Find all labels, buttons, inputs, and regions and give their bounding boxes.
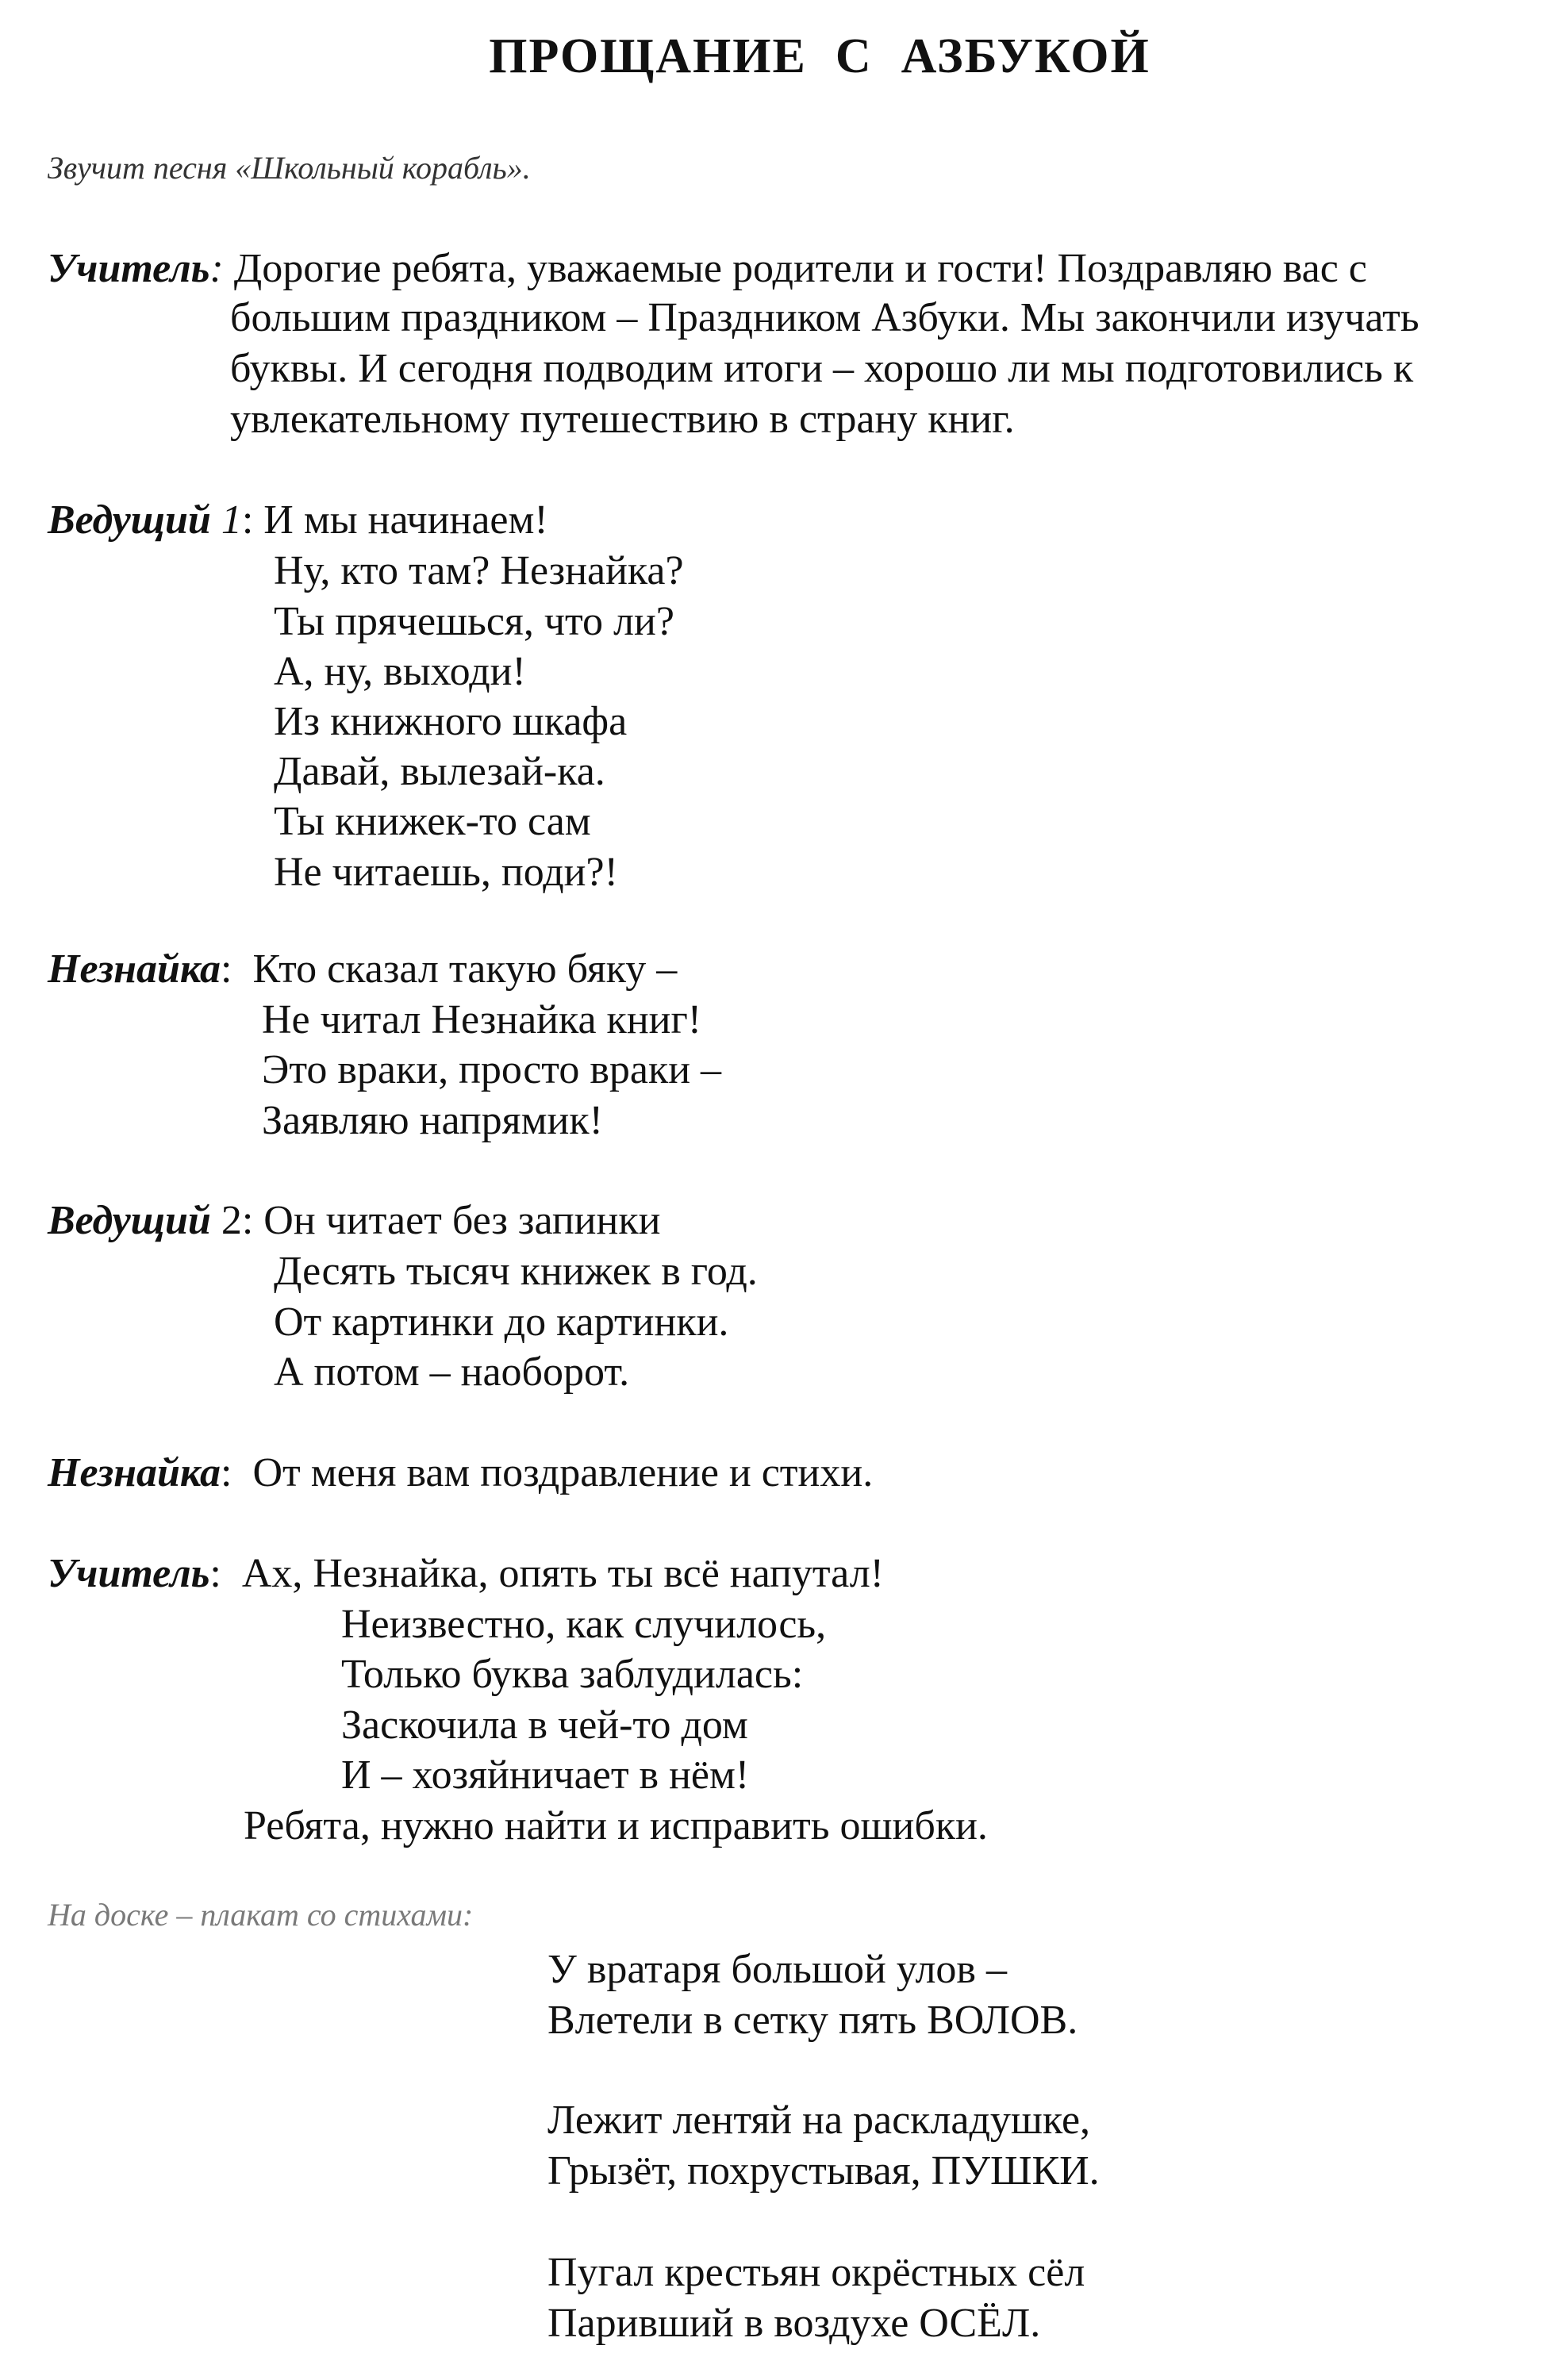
- host1-line-5: Из книжного шкафа: [274, 699, 628, 744]
- teacher-intro-line-1: Учитель: Дорогие ребята, уважаемые родители и гости! Поздравляю вас с: [48, 246, 1367, 291]
- speaker-neznaika-2: Незнайка: [48, 1450, 221, 1495]
- host1-line-1: Ведущий 1: И мы начинаем!: [48, 497, 548, 543]
- neznaika1-line-3: Это враки, просто враки –: [262, 1047, 722, 1092]
- page-title: [0, 29, 1552, 85]
- teacher2-line-2: Неизвестно, как случилось,: [341, 1602, 827, 1647]
- neznaika1-line-1: Незнайка: Кто сказал такую бяку –: [48, 946, 678, 992]
- host1-text-1: И мы начинаем!: [263, 497, 548, 543]
- teacher2-line-5: И – хозяйничает в нём!: [341, 1752, 750, 1798]
- neznaika2-text-1: От меня вам поздравление и стихи.: [252, 1450, 874, 1495]
- teacher-intro-line-4: увлекательному путешествию в страну книг.: [230, 397, 1015, 442]
- speaker-neznaika-1: Незнайка: [48, 946, 221, 992]
- speaker-host-2: Ведущий: [48, 1198, 211, 1243]
- host2-line-2: Десять тысяч книжек в год.: [274, 1249, 758, 1294]
- host2-text-1: Он читает без запинки: [263, 1198, 661, 1243]
- host2-line-1: Ведущий 2: Он читает без запинки: [48, 1198, 661, 1243]
- host1-line-2: Ну, кто там? Незнайка?: [274, 548, 684, 593]
- host1-number: 1: [221, 497, 242, 543]
- teacher-intro-line-3: буквы. И сегодня подводим итоги – хорошо ли мы подготовились к: [230, 346, 1414, 391]
- poster-verse-5: Пугал крестьян окрёстных сёл: [547, 2250, 1085, 2295]
- teacher-intro-text-1: Дорогие ребята, уважаемые родители и гости! Поздравляю вас с: [233, 246, 1367, 291]
- host1-line-8: Не читаешь, поди?!: [274, 850, 618, 895]
- host1-line-7: Ты книжек-то сам: [274, 799, 591, 844]
- teacher2-line-6: Ребята, нужно найти и исправить ошибки.: [244, 1803, 988, 1848]
- teacher2-text-1: Ах, Незнайка, опять ты всё напутал!: [241, 1551, 884, 1596]
- teacher2-line-1: Учитель: Ах, Незнайка, опять ты всё напутал!: [48, 1551, 884, 1596]
- teacher-intro-line-2: большим праздником – Праздником Азбуки. Мы закончили изучать: [230, 295, 1419, 340]
- poster-verse-2: Влетели в сетку пять ВОЛОВ.: [547, 1998, 1078, 2043]
- neznaika1-line-4: Заявляю напрямик!: [262, 1098, 603, 1143]
- poster-verse-4: Грызёт, похрустывая, ПУШКИ.: [547, 2148, 1100, 2194]
- neznaika1-text-1: Кто сказал такую бяку –: [252, 946, 678, 992]
- title-word-3: АЗБУКОЙ: [901, 29, 1151, 83]
- speaker-host-1: Ведущий: [48, 497, 211, 543]
- host2-number: 2: [221, 1198, 242, 1243]
- title-word-2: С: [835, 29, 873, 83]
- teacher2-line-4: Заскочила в чей-то дом: [341, 1702, 748, 1748]
- poster-verse-1: У вратаря большой улов –: [547, 1947, 1007, 1992]
- host1-line-6: Давай, вылезай-ка.: [274, 749, 605, 794]
- host1-line-3: Ты прячешься, что ли?: [274, 599, 674, 644]
- host1-line-4: А, ну, выходи!: [274, 649, 526, 694]
- host2-line-4: А потом – наоборот.: [274, 1349, 630, 1395]
- poster-verse-6: Паривший в воздухе ОСЁЛ.: [547, 2301, 1041, 2346]
- speaker-teacher: Учитель: [48, 246, 210, 291]
- stage-direction-song: Звучит песня «Школьный корабль».: [48, 150, 531, 186]
- stage-direction-poster: На доске – плакат со стихами:: [48, 1897, 474, 1933]
- neznaika1-line-2: Не читал Незнайка книг!: [262, 997, 702, 1042]
- neznaika2-line-1: Незнайка: От меня вам поздравление и стихи.: [48, 1450, 874, 1495]
- host2-line-3: От картинки до картинки.: [274, 1299, 729, 1345]
- speaker-teacher-2: Учитель: [48, 1551, 210, 1596]
- teacher2-line-3: Только буква заблудилась:: [341, 1652, 804, 1697]
- title-word-1: ПРОЩАНИЕ: [489, 29, 807, 83]
- poster-verse-3: Лежит лентяй на раскладушке,: [547, 2098, 1091, 2143]
